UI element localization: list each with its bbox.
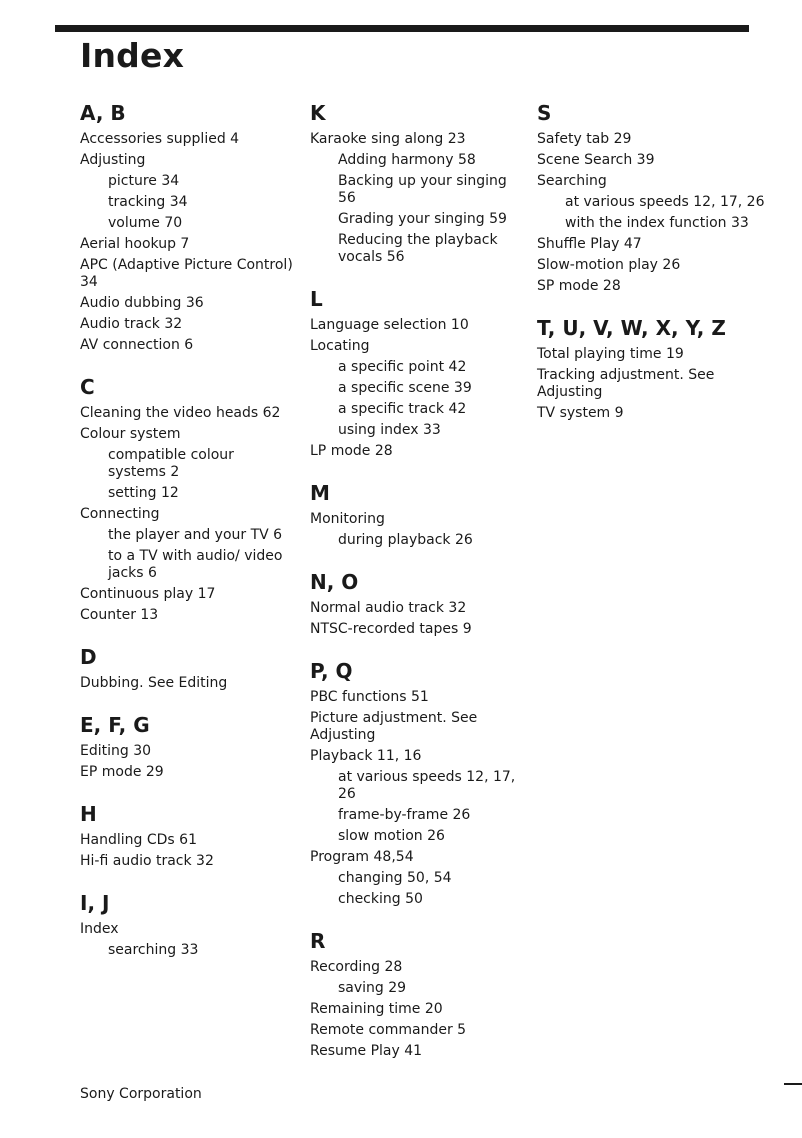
index-subentry: Adding harmony 58 (338, 152, 476, 168)
entry-list (310, 957, 525, 1062)
index-entry: Monitoring (310, 511, 385, 527)
page-edge-mark (784, 1083, 802, 1085)
footer-publisher: Sony Corporation (80, 1086, 202, 1102)
index-subentry: picture 34 (108, 173, 180, 189)
top-rule (55, 25, 749, 32)
index-entry: Recording 28 (310, 959, 403, 975)
index-entry: Remote commander 5 (310, 1022, 467, 1038)
index-section (537, 99, 767, 297)
index-entry: Normal audio track 32 (310, 600, 467, 616)
entry-list (537, 129, 767, 297)
index-entry: LP mode 28 (310, 443, 393, 459)
index-entry: Continuous play 17 (80, 586, 216, 602)
index-entry: Language selection 10 (310, 317, 469, 333)
index-entry: TV system 9 (537, 405, 624, 421)
index-entry: Dubbing. See Editing (80, 675, 228, 691)
index-column-1 (80, 99, 295, 961)
section-heading: H (80, 802, 97, 826)
index-entry: Tracking adjustment. See Adjusting (537, 367, 715, 400)
index-subentry: using index 33 (338, 422, 441, 438)
section-heading: D (80, 645, 97, 669)
index-section (80, 889, 295, 961)
index-subentry: checking 50 (338, 891, 423, 907)
entry-list (310, 509, 525, 551)
entry-list (537, 344, 767, 424)
index-subentry: frame-by-frame 26 (338, 807, 471, 823)
index-entry: Aerial hookup 7 (80, 236, 190, 252)
page-title: Index (80, 36, 185, 75)
index-section (310, 927, 525, 1062)
index-subentry: Grading your singing 59 (338, 211, 507, 227)
section-heading: N, O (310, 570, 359, 594)
index-section (80, 373, 295, 626)
index-subentry: saving 29 (338, 980, 407, 996)
entry-list (80, 741, 295, 783)
entry-list (310, 315, 525, 462)
index-entry: APC (Adaptive Picture Control) 34 (80, 257, 293, 290)
entry-list (310, 129, 525, 268)
index-entry: Total playing time 19 (537, 346, 684, 362)
index-entry: Shuffle Play 47 (537, 236, 642, 252)
index-entry: Hi-fi audio track 32 (80, 853, 214, 869)
index-entry: Karaoke sing along 23 (310, 131, 466, 147)
entry-list (80, 919, 295, 961)
index-entry: Audio dubbing 36 (80, 295, 204, 311)
section-heading: S (537, 101, 552, 125)
entry-list (80, 673, 295, 694)
index-entry: Audio track 32 (80, 316, 183, 332)
index-entry: Scene Search 39 (537, 152, 655, 168)
section-heading: C (80, 375, 95, 399)
section-heading: M (310, 481, 330, 505)
index-subentry: searching 33 (108, 942, 199, 958)
index-column-3 (537, 99, 767, 424)
index-subentry: Backing up your singing 56 (338, 173, 507, 206)
index-subentry: at various speeds 12, 17, 26 (565, 194, 765, 210)
index-subentry: compatible colour systems 2 (108, 447, 234, 480)
section-heading: P, Q (310, 659, 353, 683)
index-entry: Searching (537, 173, 607, 189)
index-subentry: during playback 26 (338, 532, 473, 548)
index-entry: Resume Play 41 (310, 1043, 423, 1059)
entry-list (310, 598, 525, 640)
index-entry: Editing 30 (80, 743, 152, 759)
index-entry: Program 48,54 (310, 849, 414, 865)
entry-list (310, 687, 525, 910)
index-section (80, 711, 295, 783)
index-subentry: changing 50, 54 (338, 870, 452, 886)
index-subentry: at various speeds 12, 17, 26 (338, 769, 516, 802)
index-subentry: slow motion 26 (338, 828, 445, 844)
index-entry: Adjusting (80, 152, 146, 168)
index-subentry: a specific scene 39 (338, 380, 472, 396)
index-entry: Locating (310, 338, 370, 354)
section-heading: L (310, 287, 323, 311)
index-entry: Playback 11, 16 (310, 748, 422, 764)
entry-list (80, 403, 295, 626)
index-entry: Index (80, 921, 119, 937)
index-entry: Slow-motion play 26 (537, 257, 681, 273)
index-subentry: volume 70 (108, 215, 183, 231)
index-section (80, 800, 295, 872)
entry-list (80, 129, 295, 356)
index-entry: SP mode 28 (537, 278, 621, 294)
index-subentry: setting 12 (108, 485, 179, 501)
index-section (80, 99, 295, 356)
index-subentry: tracking 34 (108, 194, 188, 210)
index-subentry: a specific point 42 (338, 359, 467, 375)
index-section (310, 285, 525, 462)
section-heading: I, J (80, 891, 110, 915)
index-entry: PBC functions 51 (310, 689, 429, 705)
section-heading: E, F, G (80, 713, 150, 737)
index-section (310, 479, 525, 551)
index-subentry: the player and your TV 6 (108, 527, 283, 543)
index-entry: Safety tab 29 (537, 131, 632, 147)
section-heading: T, U, V, W, X, Y, Z (537, 316, 726, 340)
section-heading: A, B (80, 101, 126, 125)
index-subentry: a specific track 42 (338, 401, 467, 417)
index-section (80, 643, 295, 694)
section-heading: R (310, 929, 326, 953)
index-entry: EP mode 29 (80, 764, 164, 780)
index-entry: Picture adjustment. See Adjusting (310, 710, 478, 743)
index-section (310, 657, 525, 910)
index-entry: AV connection 6 (80, 337, 194, 353)
index-entry: Connecting (80, 506, 160, 522)
index-entry: Cleaning the video heads 62 (80, 405, 281, 421)
index-subentry: to a TV with audio/ video jacks 6 (108, 548, 283, 581)
index-entry: NTSC-recorded tapes 9 (310, 621, 472, 637)
index-subentry: Reducing the playback vocals 56 (338, 232, 498, 265)
section-heading: K (310, 101, 326, 125)
index-section (537, 314, 767, 424)
index-column-2 (310, 99, 525, 1062)
index-entry: Colour system (80, 426, 181, 442)
index-entry: Accessories supplied 4 (80, 131, 240, 147)
index-entry: Remaining time 20 (310, 1001, 443, 1017)
index-subentry: with the index function 33 (565, 215, 749, 231)
index-section (310, 99, 525, 268)
index-entry: Handling CDs 61 (80, 832, 197, 848)
index-section (310, 568, 525, 640)
index-entry: Counter 13 (80, 607, 159, 623)
entry-list (80, 830, 295, 872)
